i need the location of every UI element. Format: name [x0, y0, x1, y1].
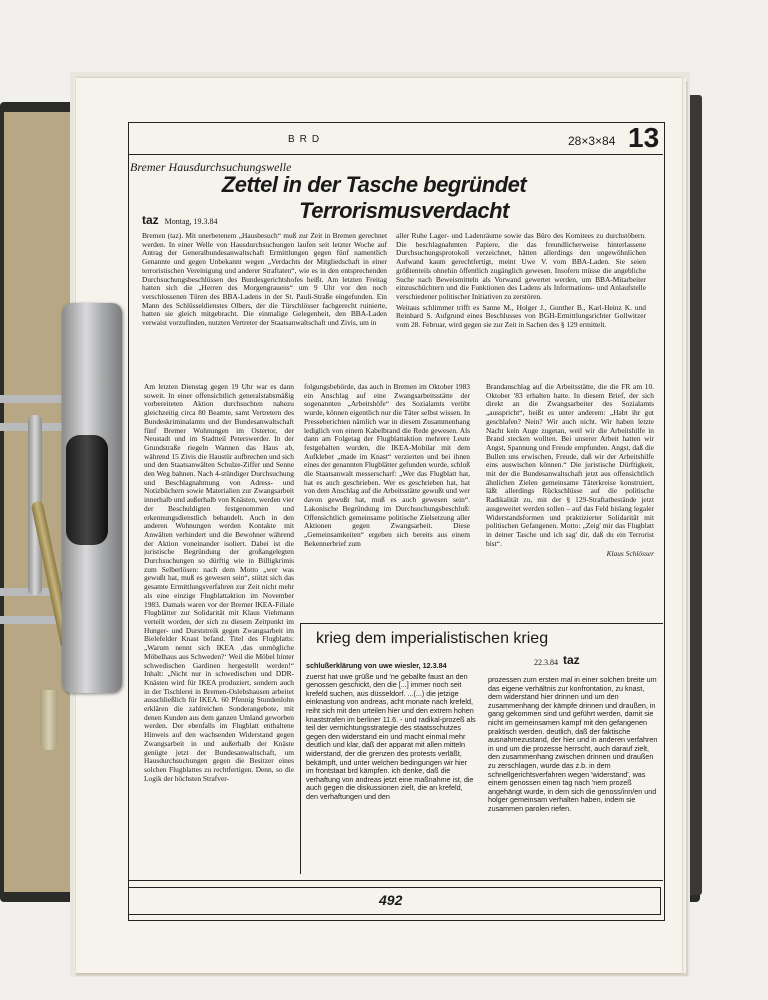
article-column-1: [144, 383, 294, 873]
binder-hook: [40, 690, 58, 750]
lead-left-text: Bremen (taz). Mit unerbetenem „Hausbesuch“ muß zur Zeit in Bremen gerechnet werden. In einer Welle von Hausdurchsuchungen laufen seit letzter Woche auf Antrag der Generalbundesanwaltschaft Ermittlungen gegen fünf namentlich Genannte und gegen Unbekannt wegen „Verdachts der Mitgliedschaft in einer terroristischen Vereinigung und anderer Straftaten“, wie es in den entsprechenden Durchsuchungsbeschlüssen des Bundesgerichtshofes heißt. Am letzten Freitag hatten sich die „Herren des Morgengrauens“ um 9 Uhr vor den noch verschlossenen Türen des BBA-Ladens in der St. Pauli-Straße eingefunden. Ein Mann des Schlüsseldienstes Olbers, der die Türschlösser fachgerecht ruinierte, hatten sie gleich mitgebracht. Die einmalige Gelegenheit, den BBA-Laden verwaist vorzufinden, nutzten Vertreter der Staatsanwaltschaft und Zivis, um in: [142, 232, 387, 328]
lead-column-left: [142, 232, 387, 372]
headline-line-2: Terrorismusverdacht: [299, 198, 509, 223]
source-taz: taz: [142, 213, 159, 227]
column-1-text: Am letzten Dienstag gegen 19 Uhr war es dann soweit. In einer offensichtlich generalstabsmäßig vorbereiteten Aktion durchsuchten nahezu gleichzeitig circa 80 Beamte, samt Vertretern des Bundeskriminalamts und der Bundesanwaltschaft fünf Bremer Wohnungen im Ostertor, der Neustadt und im Stadtteil Peterswerder. In der Grundstraße riegeln Wannen das Haus ab, während 15 Zivis die Haustür aufbrechen und sich und den Staatsanwälten Schulze-Ziffer und Senne den Weg bahnen. Nach 4-stündiger Durchsuchung und Beschlagnahmung von Adress- und Notizbüchern sowie Materialien zur Zwangsarbeit innerhalb und außerhalb von Knästen, werden vier der Beschuldigten festgenommen und erkennungsdienstlich behandelt. Auch in den anderen Wohnungen werden Kontakte mit Anwälten verhindert und die Bewohner während der Aktion voneinander isoliert. Dabei ist die juristische Begründung der großangelegten Durchsuchungen so dürftig wie in Billigkrimis zum Selberlösen: nach dem Motto „wer was gewußt hat, muß es gewesen sein“, stützt sich das gesamte Ermittlungsverfahren zur Zeit nicht mehr als eine einzige Flugblattaktion im November 1983. Damals waren vor der Bremer IKEA-Filiale Flugblätter zur Solidarität mit Klaus Viehmann verteilt worden, der sich zu diesem Zeitpunkt im Hunger- und Durststreik gegen Zwangsarbeit im Bielefelder Knast befand. Titel des Flugblatts: „Warum nennt sich IKEA ‚das unmögliche Möbelhaus aus Schweden?‘ Weil die Möbel hinter schwedischen Gardinen hergestellt werden!“ Inhalt: „Nicht nur in schwedischen und DDR-Knästen wird für IKEA produziert, sondern auch in der Tischlerei in Bremen-Oslebshausen arbeitet ausschließlich für IKEA. 60 Pfennig Stundenlohn erklären die zahlreichen Sonderangebote, mit denen Kunden aus dem ganzen Umland geworben werden. Der ebenfalls im Flugblatt enthaltene Hinweis auf den wachsenden Widerstand gegen Zwangsarbeit in und außerhalb der Knäste genügte jetzt der Bundesanwaltschaft, um Hausdurchsuchungen gegen die Besitzer eines solchen Flugblattes zu rechtfertigen. Denn, so die Logik der höchsten Strafver-: [144, 383, 294, 783]
headline-line-1: Zettel in der Tasche begründet: [221, 172, 527, 197]
article-column-3: [486, 383, 654, 619]
second-column-1-text: zuerst hat uwe grüße und 'ne geballte faust an den genossen geschickt, den die [...] immer noch seit krefeld suchen, aus düsseldorf. ...(...) die jetzige einknastung von andreas, acht monate nach krefeld, reiht sich mit den urteilen hier und den extrem hohen knaststrafen im berliner 11.6. - und radikal-prozeß als teil der vernichtungsstrategie des staatsschutzes gegen den widerstand ein und macht einmal mehr deutlich und klar, daß der apparat mit allen mitteln widerstand, der die grenzen des protests verläßt, bekämpft, und unter welchen bedingungen wir hier im frontstaat brd kämpfen. ich denke, daß die verhaftung von andreas jetzt eine maßnahme ist, die auch gegen die diskussionen zielt, die an krefeld, den verhaftungen und den: [306, 671, 476, 801]
header-issue-number: 13: [628, 122, 660, 153]
column-3-text: Brandanschlag auf die Arbeitsstätte, die die FR am 10. Oktober '83 erhalten hatte. In diesem Brief, der sich direkt an die Zwangsarbeiter des Sozialamts „ausspricht“, heißt es unter anderem: „Habt ihr gut geschlafen? Nein? Wir auch nicht. Wir haben letzte Nacht kein Auge zugetan, weil wir die Arbeitshilfe in Brand stecken wollten. Bei unserer Arbeit hatten wir Angst, Spannung und Freude empfunden. Angst, daß die Bullen uns erwischen, Freude, daß wir der Arbeitshilfe eins auswischen können.“ Die juristische Dürftigkeit, mit der die Bundesanwaltschaft jetzt aus offensichtlich ähnlichen Zielen gemeinsame Täterkreise konstruiert, läßt allerdings Rückschlüsse auf die politische Radikalität zu, mit der § 129-Straftatbestände jetzt ausgeweitet werden sollen – auf das Feld bislang legaler Widerstandsformen und praktizierter Solidarität mit politischen Gefangenen. Motto: „Zeig' mir das Flugblatt in deiner Tasche und ich sag' dir, daß du ein Terrorist bist“.: [486, 383, 654, 548]
page-header: [128, 122, 663, 155]
page-footer: [128, 880, 663, 919]
article-dateline: [142, 213, 218, 227]
header-section: BRD: [288, 134, 325, 145]
binder-lever: [66, 435, 108, 545]
lead-column-right: [396, 232, 646, 372]
article-kicker: Bremer Hausdurchsuchungswelle: [130, 160, 292, 174]
second-article-byline: schlußerklärung von uwe wiesler, 12.3.84: [306, 662, 447, 670]
lead-right-text: aller Ruhe Lager- und Ladenräume sowie das Büro des Komitees zu durchstöbern. Die beschlagnahmten Papiere, die das freundlicherweise hinterlassene Durchsuchungsprotokoll verzeichnet, hätten allerdings den ungewöhnlichen Aufwand kaum gerechtfertigt, meint Uwe V. vom BBA-Laden. Sie seien größtenteils ohnehin öffentlich zugänglich gewesen. Insofern müsse die angebliche Suche nach Beweismitteln als Vorwand gewertet werden, um BBA-Mitarbeiter einzuschüchtern und die Funktionen des Ladens als Informations- und Anlaufstelle verschiedener politischer Initiativen zu zerstören.: [396, 232, 646, 301]
second-article-column-2: [488, 676, 658, 872]
header-date: 28×3×84: [568, 134, 616, 148]
second-article-title: krieg dem imperialistischen krieg: [316, 630, 549, 647]
article-column-2: [304, 383, 470, 619]
column-2-text: folgungsbehörde, das auch in Bremen im Oktober 1983 ein Anschlag auf eine Zwangsarbeitsstätte der sogenannten „Arbeitshöfe“ des Sozialamts verübt wurde, können eigentlich nur die Täter selbst wissen. In Presseberichten nämlich war in diesem Zusammenhang lediglich von einem Kabelbrand die Rede gewesen. Als dann am Folgetag der Flugblattaktion mehrere Leute festgehalten wurden, die IKEA-Mobilar mit dem Aufkleber „made im Knast“ verzierten und bei ihnen eines der genannten Flugblätter gefunden wurde, schloß die Staatsanwalt messerscharf: „Wer das Flugblatt hat, hat es auch geschrieben. Wer es geschrieben hat, hat von dem Anschlag auf die Arbeitsstätte gewußt und wer davon gewußt hat, muß es auch gewesen sein“. Lakonische Begründung im Durchsuchungsbeschluß: Offensichtlich gemeinsame politische Zielsetzung aller Aktionen gegen Zwangsarbeit. Diese „Gemeinsamkeiten“ ergeben sich bereits aus einem Bekennerbrief zum: [304, 383, 470, 548]
lead-right-text-2: Weitaus schlimmer trifft es Sanne M., Holger J., Gunther B., Karl-Heinz K. und Reinhard S. Aufgrund eines Beschlusses von BGH-Ermittlungsrichter Gollwitzer vom 28. Februar, wird gegen sie zur Zeit in Sachen des § 129 ermittelt.: [396, 302, 646, 330]
document-page: [76, 78, 682, 973]
second-article-source: taz: [563, 653, 580, 667]
page-number: 492: [379, 892, 403, 908]
article-headline: [164, 172, 584, 224]
footer-box: [128, 887, 661, 915]
dateline-date: Montag, 19.3.84: [164, 217, 218, 226]
second-column-2-text: prozessen zum ersten mal in einer solchen breite um das eigene verhältnis zur konfrontation, zu knast, dem widerstand hier drinnen und um den zusammenhang der kämpfe drinnen und draußen, in gang gekommen sind und geführt werden, damit sie nicht im gemeinsamen kampf mit den gefangenen praktisch werden. deutlich, daß der faktische ausnahmezustand, der hier und in anderen verfahren in und um die prozesse herrscht, auch darauf zielt, den zusammenhang zwischen drinnen und draußen zu zerschlagen, wurde das z.b. in dem schnellgerichtsverfahren wegen 'widerstand', was einem genossen einen tag nach 'nem prozeß angehängt wurde, in dem sich die genoss/inn/en und holger gemeinsam verhalten haben, indem sie zusammen parolen riefen.: [488, 676, 658, 813]
second-article-date: 22.3.84: [534, 658, 558, 667]
second-article-column-1: [306, 662, 476, 872]
article-author: Klaus Schlösser: [606, 549, 654, 559]
